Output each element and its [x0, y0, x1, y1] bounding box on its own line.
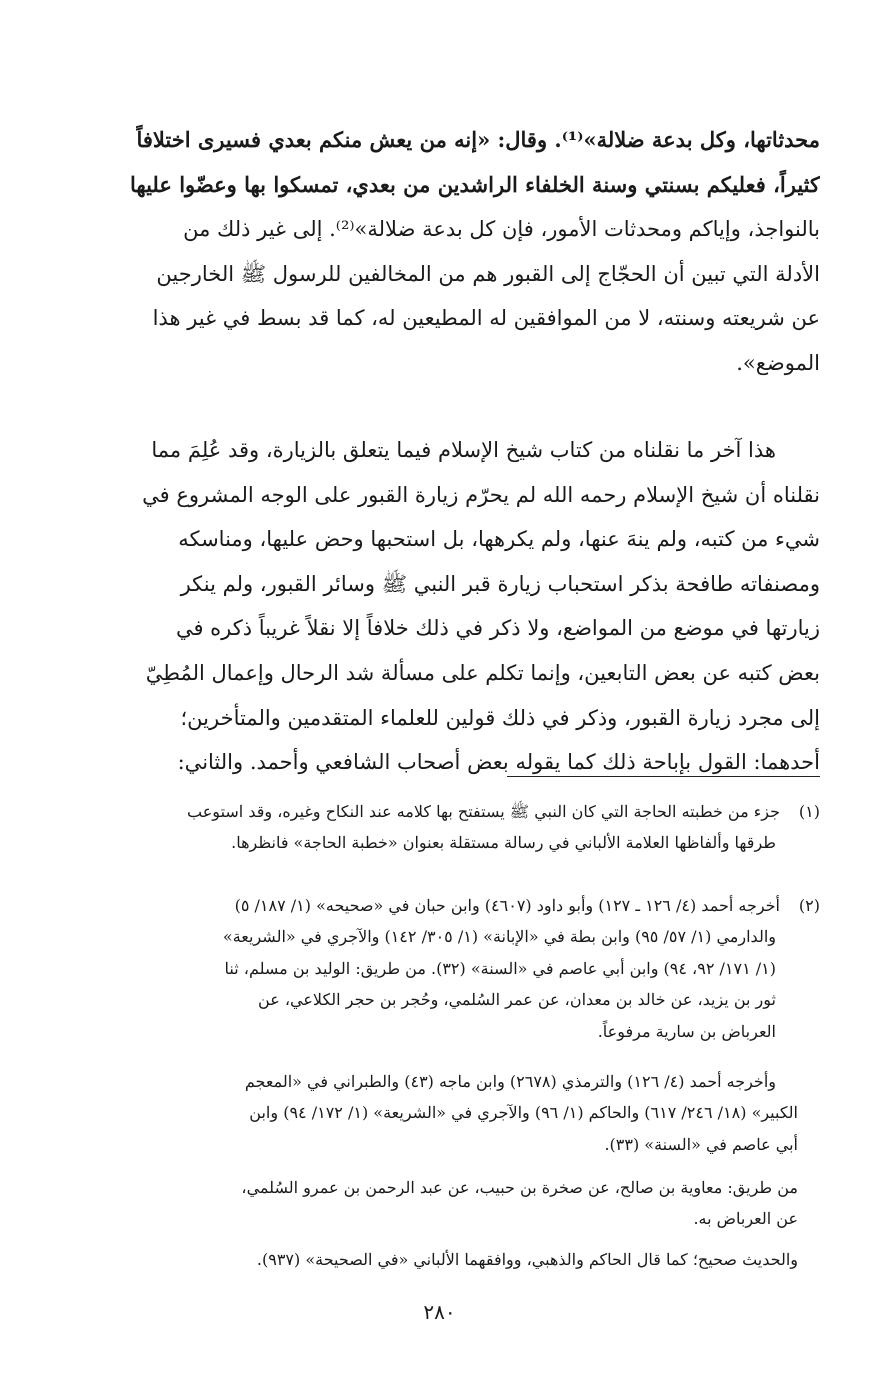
- footnote-2: [40, 890, 820, 1047]
- footnote-line: والدارمي (١/ ٥٧/ ٩٥) وابن بطة في «الإبانة» (١/ ٣٠٥/ ١٤٢) والآجري في «الشريعة»: [222, 927, 776, 947]
- text-line: بالنواجذ، وإياكم ومحدثات الأمور، فإن كل بدعة ضلالة»⁽²⁾. إلى غير ذلك من: [183, 217, 820, 242]
- footnote-number: (٢): [798, 896, 820, 915]
- footnote-line: الكبير» (١٨/ ٢٤٦/ ٦١٧) والحاكم (١/ ٩٦) والآجري في «الشريعة» (١/ ١٧٢/ ٩٤) وابن: [249, 1103, 798, 1123]
- text-line: شيء من كتبه، ولم ينهَ عنها، ولم يكرهها، بل استحبها وحض عليها، ومناسكه: [178, 527, 820, 552]
- text-line: ومصنفاته طافحة بذكر استحباب زيارة قبر النبي ﷺ وسائر القبور، ولم ينكر: [180, 571, 820, 596]
- text-line: زيارتها في موضع من المواضع، ولا ذكر في ذلك خلافاً إلا نقلاً غريباً ذكره في: [175, 616, 820, 641]
- text-line: الموضع».: [736, 350, 820, 375]
- footnote-line: [40, 890, 820, 921]
- footnote-line: والحديث صحيح؛ كما قال الحاكم والذهبي، ووافقهما الألباني «في الصحيحة» (٩٣٧).: [256, 1250, 798, 1269]
- text-line: إلى مجرد زيارة القبور، وذكر في ذلك قولين للعلماء المتقدمين والمتأخرين؛: [180, 705, 820, 730]
- footnote-1: [40, 796, 820, 859]
- text-line: نقلناه أن شيخ الإسلام رحمه الله لم يحرّم زيارة القبور على الوجه المشروع في: [142, 482, 820, 507]
- footnote-number: (١): [798, 802, 820, 821]
- text-line: بعض كتبه عن بعض التابعين، وإنما تكلم على مسألة شد الرحال وإعمال المُطِيّ: [145, 660, 820, 685]
- footnote-line: أبي عاصم في «السنة» (٣٣).: [604, 1134, 798, 1154]
- footnote-text: أخرجه أحمد (٤/ ١٢٦ ـ ١٢٧) وأبو داود (٤٦٠٧) وابن حبان في «صحيحه» (١/ ١٨٧/ ٥): [234, 896, 780, 915]
- footnote-line: ثور بن يزيد، عن خالد بن معدان، عن عمر السُلمي، وحُجر بن حجر الكلاعي، عن: [258, 990, 776, 1010]
- footnote-line: وأخرجه أحمد (٤/ ١٢٦) والترمذي (٢٦٧٨) وابن ماجه (٤٣) والطبراني في «المعجم: [244, 1072, 776, 1091]
- footnote-line: طرقها وألفاظها العلامة الألباني في رسالة مستقلة بعنوان «خطبة الحاجة» فانظرها.: [231, 833, 776, 853]
- footnote-line: عن العرباض به.: [693, 1209, 798, 1229]
- footnote-2-route: [40, 1172, 820, 1235]
- footnote-2-verdict: [40, 1244, 820, 1275]
- text-line: محدثاتها، وكل بدعة ضلالة»⁽¹⁾. وقال: «إنه من يعش منكم بعدي فسيرى اختلافاً: [136, 127, 820, 152]
- text-line: كثيراً، فعليكم بسنتي وسنة الخلفاء الراشدين من بعدي، تمسكوا بها وعضّوا عليها: [130, 171, 820, 197]
- footnote-line: (١/ ١٧١/ ٩٢، ٩٤) وابن أبي عاصم في «السنة» (٣٢). من طريق: الوليد بن مسلم، ثنا: [224, 958, 776, 978]
- footnote-line: العرباض بن سارية مرفوعاً.: [597, 1021, 776, 1041]
- page-number: ٢٨٠: [423, 1300, 456, 1324]
- text-line: هذا آخر ما نقلناه من كتاب شيخ الإسلام فيما يتعلق بالزيارة، وقد عُلِمَ مما: [151, 438, 776, 462]
- footnote-line: من طريق: معاوية بن صالح، عن صخرة بن حبيب، عن عبد الرحمن بن عمرو السُلمي،: [241, 1178, 798, 1197]
- text-line: الأدلة التي تبين أن الحجّاج إلى القبور هم من المخالفين للرسول ﷺ الخارجين: [156, 261, 820, 286]
- footnote-text: جزء من خطبته الحاجة التي كان النبي ﷺ يستفتح بها كلامه عند النكاح وغيره، وقد استوعب: [187, 802, 780, 821]
- text-line: عن شريعته وسنته، لا من الموافقين له المطيعين له، كما قد بسط في غير هذا: [152, 306, 820, 331]
- paragraph-1: [40, 118, 820, 386]
- footnote-line: [40, 796, 820, 827]
- footnote-2-continuation: [40, 1066, 820, 1160]
- footnote-divider: [507, 776, 820, 777]
- text-line: أحدهما: القول بإباحة ذلك كما يقوله بعض أصحاب الشافعي وأحمد. والثاني:: [177, 750, 820, 775]
- paragraph-2: [40, 428, 820, 785]
